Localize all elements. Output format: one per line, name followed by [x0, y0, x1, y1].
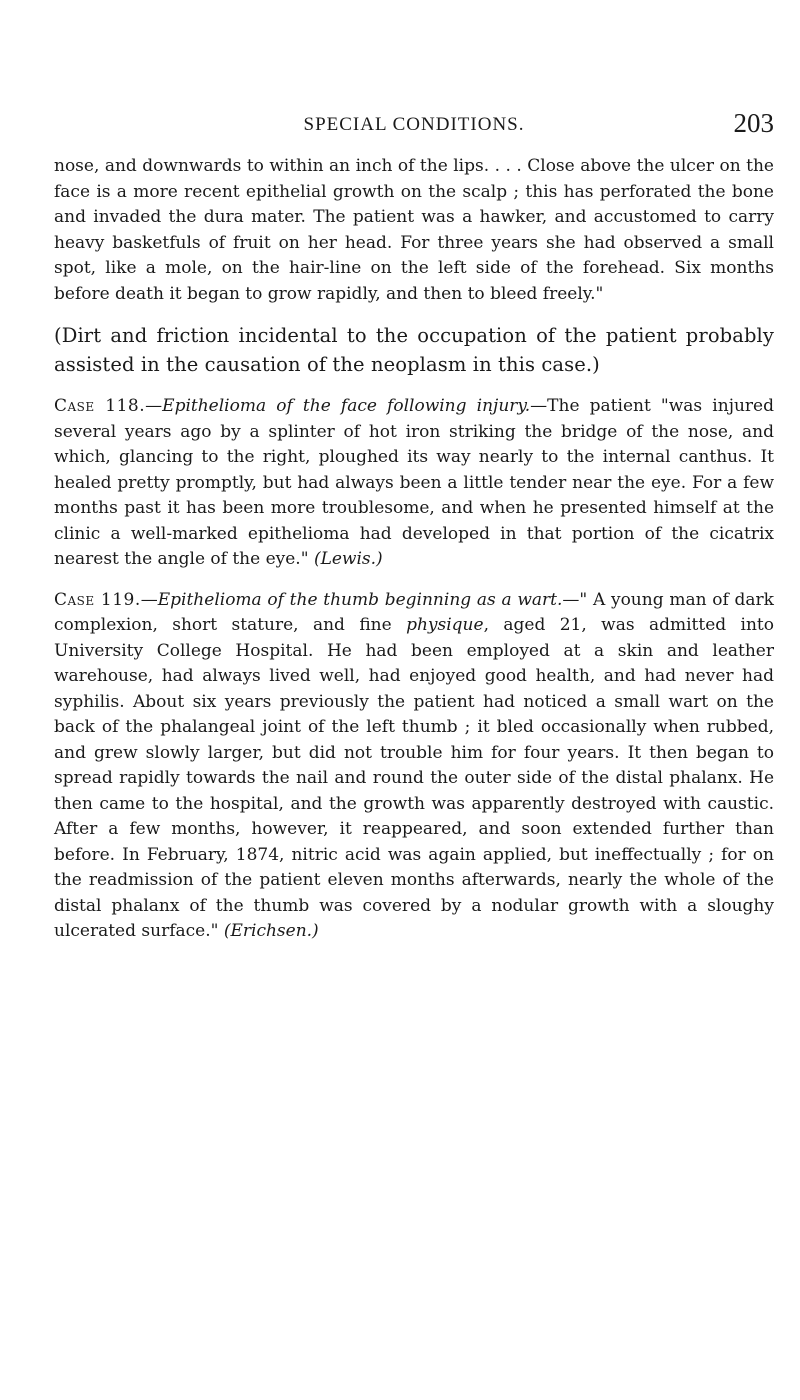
paragraph-editorial-note [54, 322, 774, 379]
paragraph-case-119 [54, 588, 774, 945]
case-title: Epithelioma of the thumb beginning as a wart. [157, 589, 563, 610]
running-head [54, 108, 774, 138]
case-body: The patient "was injured several years ago by a splinter of hot iron striking the bridge of the nose, and which, glancing to the right, ploughed its way nearly to the internal canthus. It healed pretty promptly, but had always been a little tender near the eye. For a few months past it has been more troublesome, and when he presented himself at the clinic a well-marked epithelioma had developed in that portion of the cicatrix nearest the angle of the eye." [54, 396, 774, 569]
em-dash: — [530, 396, 548, 416]
body-text [54, 154, 774, 945]
case-label: Case 118. [54, 396, 146, 416]
italic-word: physique [406, 615, 484, 635]
case-source: (Erichsen.) [223, 921, 319, 941]
case-body-part: " A young man of dark complexion, short stature, and fine [54, 589, 774, 635]
running-title: SPECIAL CONDITIONS. [303, 114, 525, 135]
case-label: Case 119. [54, 589, 141, 610]
em-dash: — [140, 589, 158, 610]
paragraph-text: nose, and downwards to within an inch of the lips. . . . Close above the ulcer on the face is a more recent epithelial growth on the scalp ; this has perforated the bone and invaded the dura mater. The patient was a hawker, and accustomed to carry heavy basketfuls of fruit on her head. For three years she had observed a small spot, like a mole, on the hair-line on the left side of the forehead. Six months before death it began to grow rapidly, and then to bleed freely." [54, 156, 774, 304]
paragraph-case-118 [54, 394, 774, 573]
case-body-part: , aged 21, was admitted into University College Hospital. He had been employed at a skin and leather warehouse, had always lived well, had enjoyed good health, and had never had syphilis. About six years previously the patient had noticed a small wart on the back of the phalangeal joint of the left thumb ; it bled occasionally when rubbed, and grew slowly larger, but did not trouble him for four years. It then began to spread rapidly towards the nail and round the outer side of the distal phalanx. He then came to the hospital, and the growth was apparently destroyed with caustic. After a few months, however, it reappeared, and soon extended further than before. In February, 1874, nitric acid was again applied, but ineffectually ; for on the readmission of the patient eleven months afterwards, nearly the whole of the distal phalanx of the thumb was covered by a nodular growth with a sloughy ulcerated surface." [54, 615, 774, 941]
em-dash: — [145, 396, 163, 416]
em-dash: — [562, 589, 580, 610]
paragraph-continuation [54, 154, 774, 307]
page-number: 203 [733, 108, 774, 138]
case-title: Epithelioma of the face following injury. [162, 396, 531, 416]
paragraph-text: (Dirt and friction incidental to the occupation of the patient probably assisted in the causation of the neoplasm in this case.) [54, 324, 774, 376]
case-source: (Lewis.) [313, 549, 383, 569]
